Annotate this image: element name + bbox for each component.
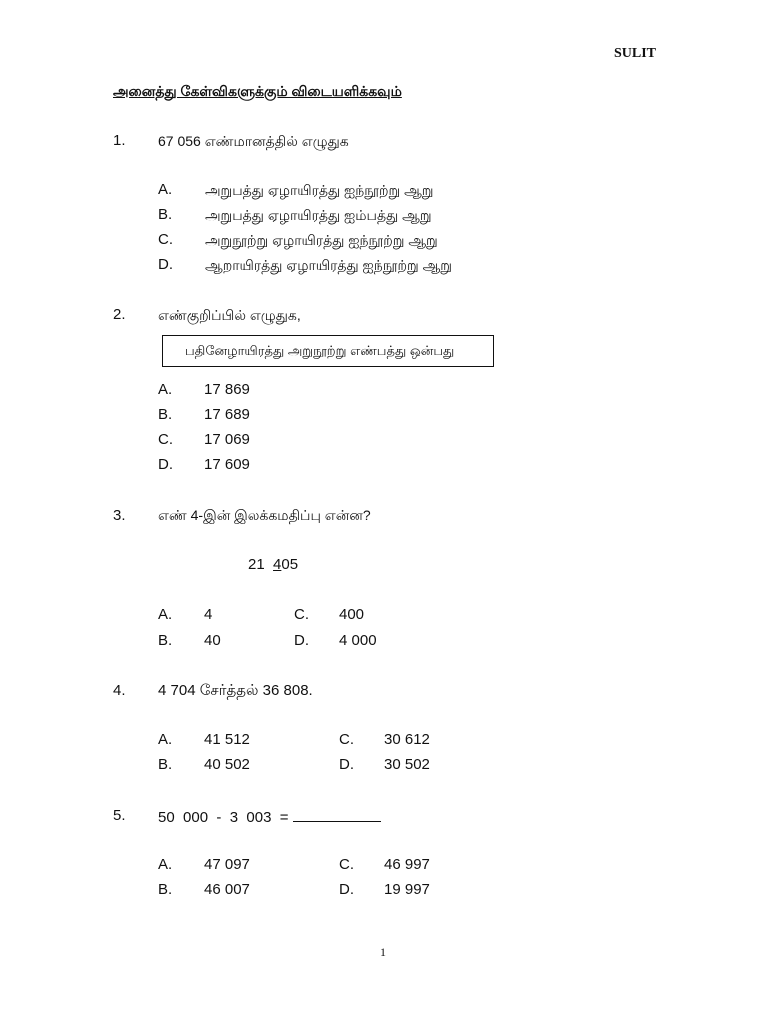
option-letter: A. [158,181,173,198]
option-text: 30 612 [384,731,430,748]
option-text: 17 869 [204,381,250,398]
question-text [158,807,381,826]
option-text: 47 097 [204,856,250,873]
option-letter: D. [158,256,173,273]
option-letter: C. [158,231,173,248]
equation: 50 000 - 3 003 = [158,809,289,826]
header-label: SULIT [614,46,657,61]
instruction-title: அனைத்து கேள்விகளுக்கும் விடையளிக்கவும் [113,83,402,99]
option-text: 4 000 [339,632,377,649]
page-number: 1 [380,945,386,959]
option-text: ஆறாயிரத்து ஏழாயிரத்து ஐந்நூற்று ஆறு [205,257,452,273]
option-letter: C. [339,731,354,748]
number-words-box [162,335,494,367]
option-letter: B. [158,756,173,773]
target-number-prefix: 21 [248,556,274,573]
option-text: அறுபத்து ஏழாயிரத்து ஐம்பத்து ஆறு [205,207,432,223]
option-text: 40 502 [204,756,250,773]
option-letter: D. [158,456,173,473]
option-letter: B. [158,206,173,223]
question-text: 67 056 எண்மானத்தில் எழுதுக [158,133,349,149]
option-text: 46 997 [384,856,430,873]
option-text: 400 [339,606,365,623]
question-number: 3. [113,507,126,524]
answer-blank [293,807,381,822]
question-number: 2. [113,306,126,323]
option-text: 19 997 [384,881,430,898]
question-text: எண் 4-இன் இலக்கமதிப்பு என்ன? [158,507,371,523]
option-letter: C. [294,606,309,623]
option-letter: A. [158,381,173,398]
option-letter: D. [339,881,354,898]
option-letter: B. [158,406,173,423]
option-text: 17 689 [204,406,250,423]
option-text: அறுநூற்று ஏழாயிரத்து ஐந்நூற்று ஆறு [205,232,438,248]
question-number: 4. [113,682,126,699]
number-words-text: பதினேழாயிரத்து அறுநூற்று எண்பத்து ஒன்பது [185,343,455,358]
option-text: 17 609 [204,456,250,473]
option-letter: A. [158,856,173,873]
option-text: 17 069 [204,431,250,448]
target-number [248,556,298,573]
option-letter: B. [158,881,173,898]
option-letter: B. [158,632,173,649]
option-letter: D. [294,632,309,649]
option-letter: A. [158,606,173,623]
option-text: 30 502 [384,756,430,773]
question-text: 4 704 சேர்த்தல் 36 808. [158,682,313,699]
question-number: 1. [113,132,126,149]
option-text: 40 [204,632,221,649]
option-text: 46 007 [204,881,250,898]
option-letter: A. [158,731,173,748]
option-letter: D. [339,756,354,773]
option-text: அறுபத்து ஏழாயிரத்து ஐந்நூற்று ஆறு [205,182,434,198]
option-letter: C. [158,431,173,448]
target-number-suffix: 05 [281,556,299,573]
target-digit: 4 [273,556,282,573]
question-number: 5. [113,807,126,824]
option-letter: C. [339,856,354,873]
question-text: எண்குறிப்பில் எழுதுக, [158,307,301,323]
option-text: 4 [204,606,213,623]
option-text: 41 512 [204,731,250,748]
